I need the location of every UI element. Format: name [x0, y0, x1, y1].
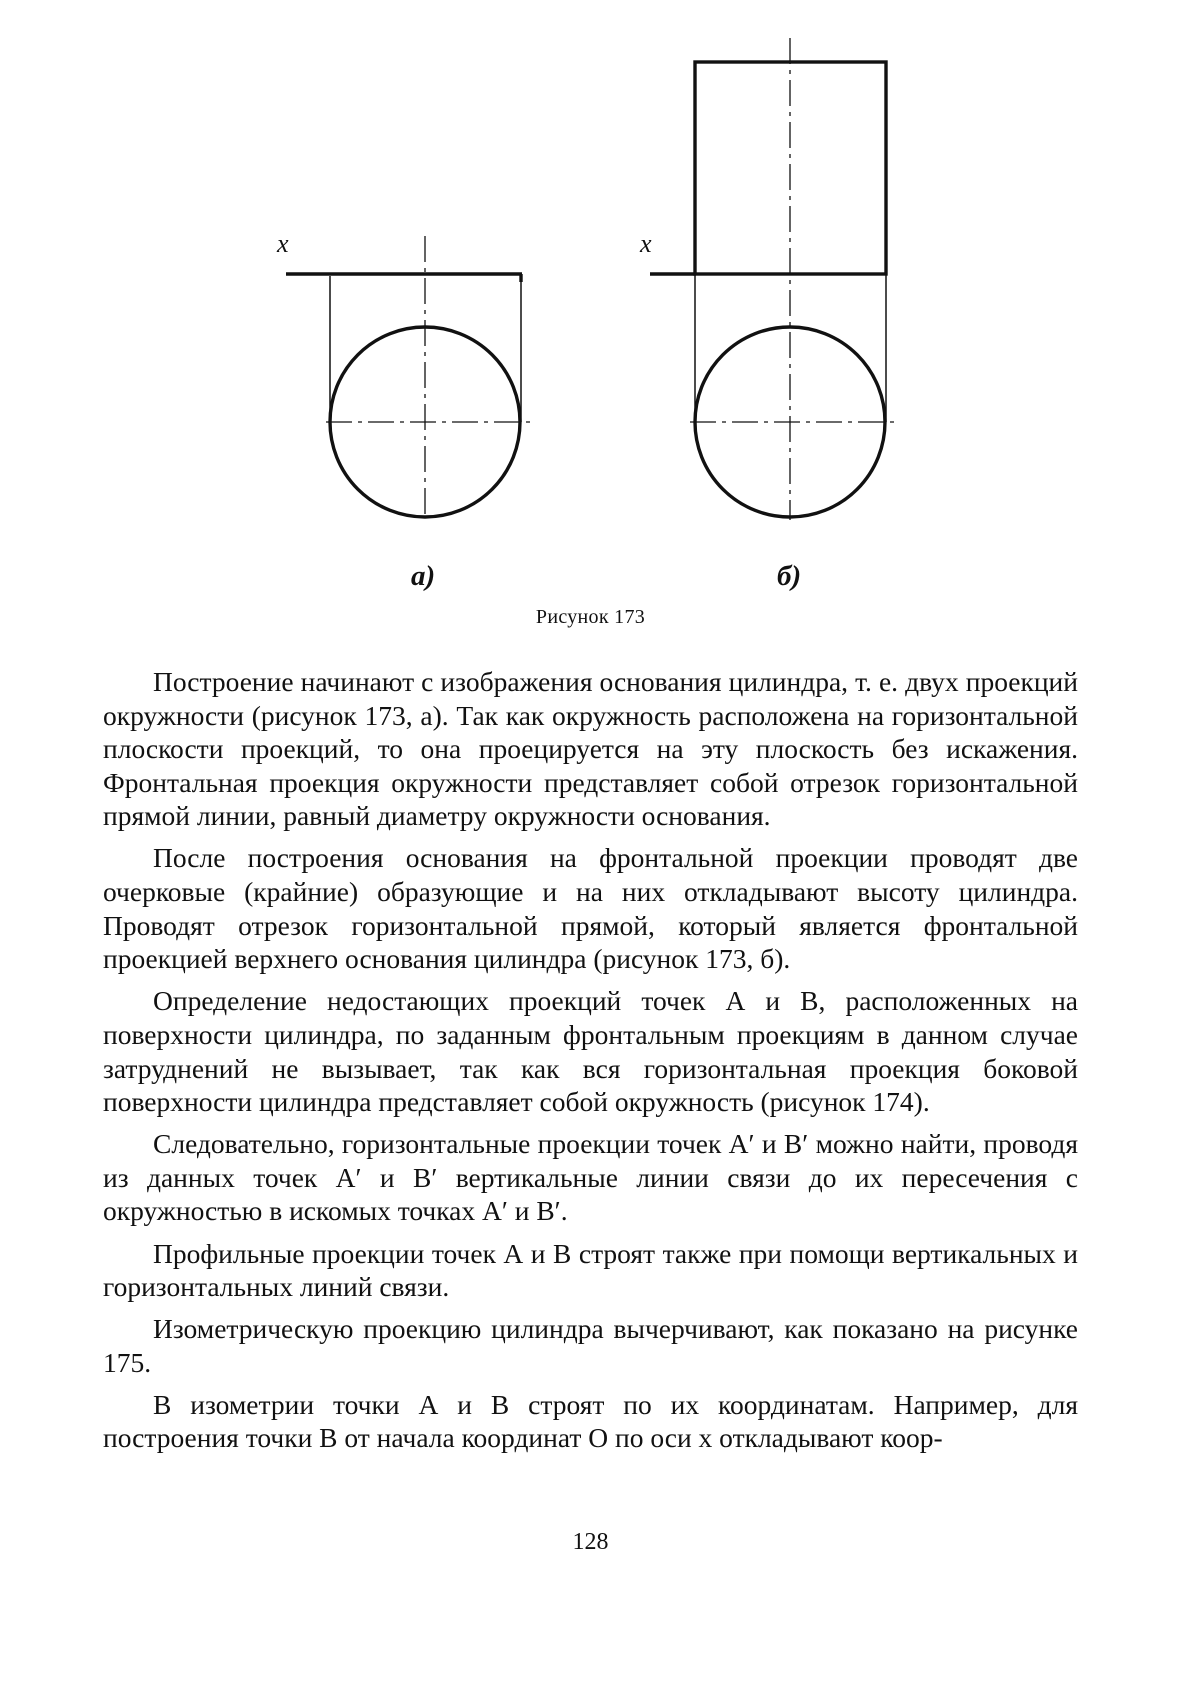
figure-caption: Рисунок 173: [535, 606, 646, 628]
paragraph-6: Изометрическую проекцию цилиндра вычерчивают, как показано на рисунке 175.: [103, 1313, 1078, 1378]
paragraph-5: Профильные проекции точек А и В строят также при помощи вертикальных и горизонтальных линий связи.: [103, 1237, 1078, 1303]
paragraph-1: Построение начинают с изображения основания цилиндра, т. е. двух проекций окружности (рисунок 173, а). Так как окружность расположена на горизонтальной плоскости проекций, то она проецируется на эту плоскость без искажения. Фронтальная проекция окружности представляет собой отрезок горизонтальной прямой линии, равный диаметру окружности основания.: [103, 666, 1078, 832]
paragraph-7: В изометрии точки А и В строят по их координатам. Например, для построения точки В от начала координат О по оси х откладывают коор-: [103, 1388, 1078, 1454]
body-text: [103, 665, 1078, 1464]
axis-x-label-a: x: [277, 229, 289, 258]
subfigure-b-drawing: [639, 38, 896, 592]
axis-x-label-b: x: [640, 229, 652, 258]
paragraph-4: Следовательно, горизонтальные проекции точек А′ и В′ можно найти, проводя из данных точек А′ и В′ вертикальные линии связи до их пересечения с окружностью в искомых точках А′ и В′.: [103, 1128, 1078, 1227]
page-number: 128: [572, 1529, 609, 1555]
subfigure-a-drawing: [276, 229, 532, 592]
paragraph-3: Определение недостающих проекций точек А и В, расположенных на поверхности цилиндра, по заданным фронтальным проекциям в данном случае затруднений не вызывает, так как вся горизонтальная проекция боковой поверхности цилиндра представляет собой окружность (рисунок 174).: [103, 985, 1078, 1118]
paragraph-2: После построения основания на фронтальной проекции проводят две очерковые (крайние) образующие и на них откладывают высоту цилиндра. Проводят отрезок горизонтальной прямой, который является фронтальной проекцией верхнего основания цилиндра (рисунок 173, б).: [103, 842, 1078, 975]
figure-173: [0, 0, 1181, 600]
subfigure-a-label: a): [411, 560, 436, 592]
subfigure-b-label: б): [777, 560, 802, 592]
